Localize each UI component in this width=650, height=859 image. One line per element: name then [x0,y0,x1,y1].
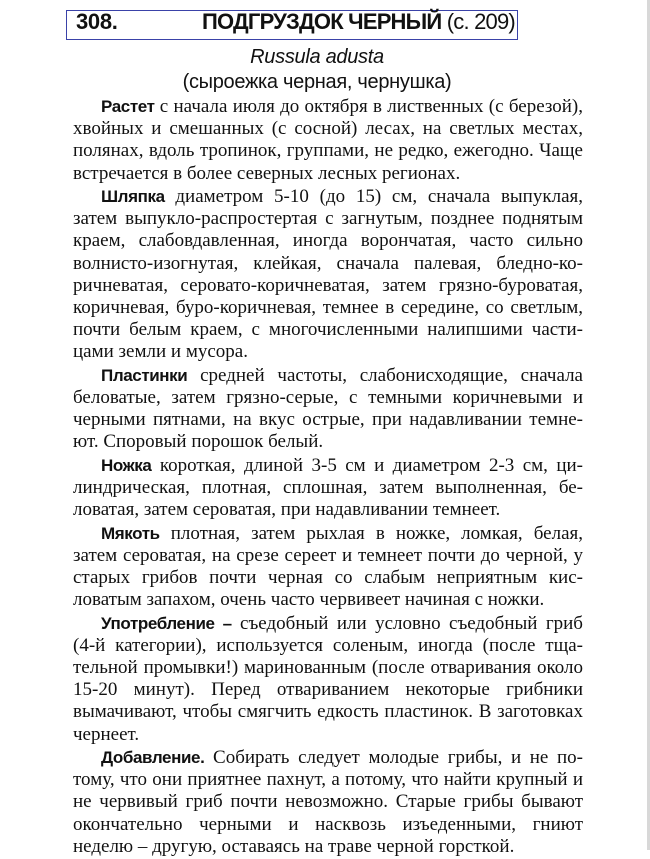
entry-title [202,9,515,35]
paragraph-keyword: Пластинки [101,365,188,385]
paragraph-keyword: Шляпка [101,187,165,206]
paragraph-text: Собирать следует молодые грибы, и не потому, что они приятнее пахнут, а потому, что найти крупный и не червивый гриб почти невозможно. Старые грибы бывают окончательно черными и насквозь изъеденными, гниют неделю – другую, оставаясь на траве черной горсткой. [73,747,583,857]
page-reference: (с. 209) [441,9,515,34]
paragraph-habitat [73,96,583,185]
paragraph-keyword: Мякоть [101,523,160,543]
alternative-names: (сыроежка черная, чернушка) [182,71,452,93]
paragraph-text: с начала июля до октября в лиственных (с березой), хвойных и смешанных (с сосной) лесах, на светлых местах, полянах, вдоль тропинок, группами, не редко, ежегодно. Чаще встречается в более северных лесных регионах. [73,96,583,184]
paragraph-text: плотная, затем рыхлая в ножке, ломкая, белая, затем сероватая, на срезе сереет и темнеет почти до черной, у старых грибов почти черная со слабым неприятным кисловатым запахом, очень часто червивеет начиная с ножки. [73,522,583,611]
latin-name: Russula adusta [250,46,384,68]
paragraph-flesh [73,523,583,612]
paragraph-gills [73,365,583,454]
paragraph-keyword: Употребление – [101,613,232,633]
paragraph-addendum [73,747,583,858]
article-body [73,96,583,859]
paragraph-stem [73,455,583,522]
paragraph-usage [73,613,583,746]
paragraph-keyword: Добавление. [101,748,205,768]
entry-number: 308. [76,9,118,34]
paragraph-text: съедобный или условно съедобный гриб (4-й категории), используется соленым, иногда (после тщательной промывки!) маринованным (после отваривания около 15-20 минут). Перед отвариванием некоторые грибники вымачивают, чтобы смягчить едкость пластинок. В заготовках чернеет. [73,612,583,745]
paragraph-cap [73,186,583,364]
paragraph-keyword: Растет [101,97,155,116]
mushroom-name: ПОДГРУЗДОК ЧЕРНЫЙ [202,9,442,34]
paragraph-keyword: Ножка [101,455,152,475]
paragraph-text: короткая, длиной 3-5 см и диаметром 2-3 см, цилиндрическая, плотная, сплошная, затем выполненная, беловатая, затем сероватая, при надавливании темнеет. [73,454,583,521]
paragraph-text: средней частоты, слабонисходящие, сначала беловатые, затем грязно-серые, с темными коричневыми и черными пятнами, на вкус острые, при надавливании темнеют. Споровый порошок белый. [73,364,583,453]
paragraph-text: диаметром 5-10 (до 15) см, сначала выпуклая, затем выпукло-распростертая с загнутым, позднее поднятым краем, слабовдавленная, иногда ворончатая, часто сильно волнисто-изогнутая, клейкая, сначала палевая, бледно-коричневатая, серовато-коричневатая, затем грязно-буроватая, коричневая, буро-коричневая, темнее в середине, со светлым, почти белым краем, с многочисленными налипшими частицами земли и мусора. [73,186,583,363]
